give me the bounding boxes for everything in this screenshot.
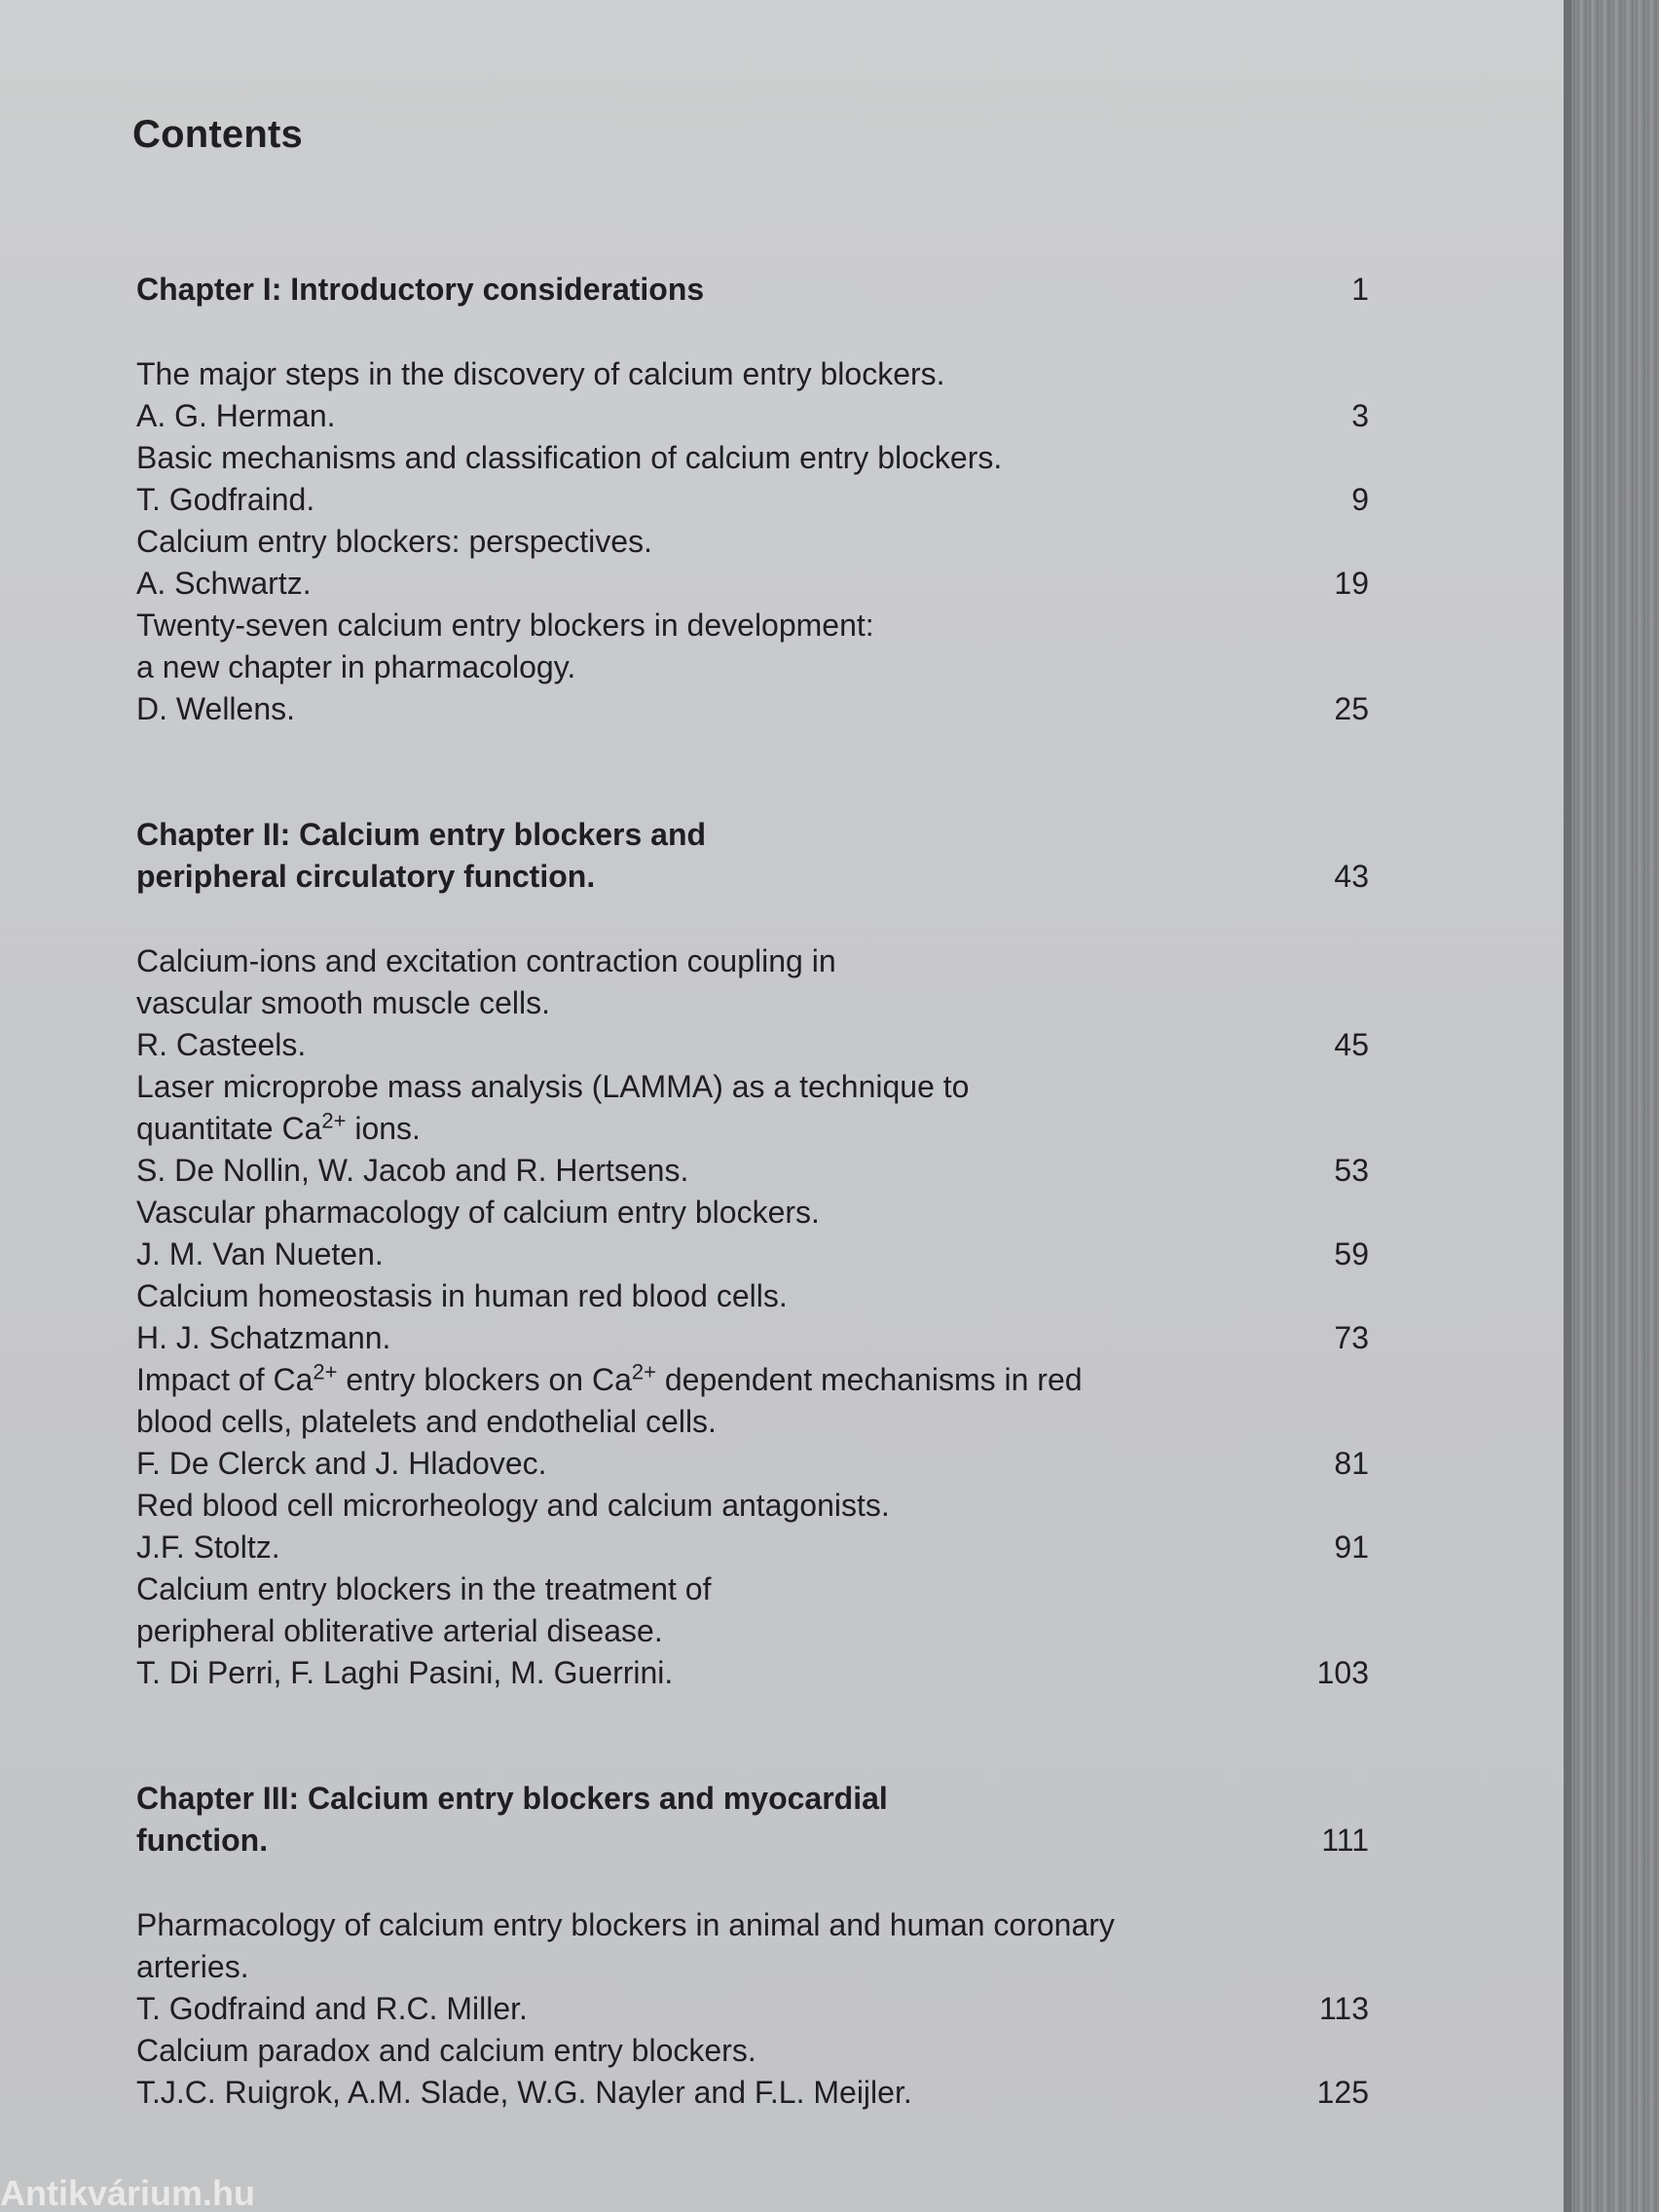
entry-title: Red blood cell microrheology and calcium antagonists.	[136, 1488, 890, 1523]
entry-page-number: 125	[1316, 2075, 1369, 2110]
entry-page-number: 91	[1334, 1530, 1369, 1565]
entry-list	[136, 940, 1369, 1694]
chapter-title: Chapter III: Calcium entry blockers and myocardial function.	[136, 1781, 888, 1858]
entry-authors: T. Godfraind.	[136, 482, 315, 517]
toc-entry	[136, 1359, 1369, 1485]
contents-heading: Contents	[132, 113, 303, 156]
entry-page-number: 9	[1351, 482, 1369, 517]
entry-list	[136, 1904, 1369, 2114]
chapter-title: Chapter I: Introductory considerations	[136, 272, 705, 307]
entry-authors: T. Godfraind and R.C. Miller.	[136, 1991, 528, 2026]
entry-page-number: 73	[1334, 1320, 1369, 1355]
chapter-page-number: 43	[1334, 859, 1369, 894]
entry-title: The major steps in the discovery of calcium entry blockers.	[136, 356, 945, 391]
entry-title: Impact of $Ca^{2+}$ entry blockers on $Ca^{2+}$ dependent mechanisms in red blood cells, platelets and endothelial cells.	[136, 1359, 1083, 1439]
entry-authors: A. Schwartz.	[136, 566, 312, 601]
entry-authors: H. J. Schatzmann.	[136, 1320, 391, 1355]
chapter-page-number: 1	[1351, 272, 1369, 307]
toc-entry	[136, 1568, 1369, 1694]
entry-authors: R. Casteels.	[136, 1027, 307, 1062]
toc-entry	[136, 1904, 1369, 2030]
entry-page-number: 25	[1334, 691, 1369, 726]
watermark: Antikvárium.hu	[0, 2173, 256, 2212]
entry-page-number: 53	[1334, 1153, 1369, 1188]
entry-title: Calcium entry blockers: perspectives.	[136, 524, 652, 559]
toc-entry	[136, 1066, 1369, 1192]
entry-page-number: 19	[1334, 566, 1369, 601]
chapter-section	[136, 269, 1369, 730]
entry-page-number: 45	[1334, 1027, 1369, 1062]
entry-title: Calcium entry blockers in the treatment of peripheral obliterative arterial disease.	[136, 1571, 712, 1648]
entry-authors: F. De Clerck and J. Hladovec.	[136, 1446, 547, 1481]
entry-page-number: 113	[1318, 1991, 1369, 2026]
entry-title: Basic mechanisms and classification of calcium entry blockers.	[136, 440, 1003, 475]
page-edge	[1564, 0, 1659, 2212]
chapter-title: Chapter II: Calcium entry blockers and peripheral circulatory function.	[136, 817, 707, 894]
entry-authors: J.F. Stoltz.	[136, 1530, 280, 1565]
entry-page-number: 103	[1316, 1655, 1369, 1690]
toc-entry	[136, 1192, 1369, 1275]
entry-list	[136, 353, 1369, 730]
entry-title: Calcium-ions and excitation contraction coupling in vascular smooth muscle cells.	[136, 943, 836, 1020]
entry-page-number: 59	[1334, 1236, 1369, 1272]
entry-authors: T.J.C. Ruigrok, A.M. Slade, W.G. Nayler and F.L. Meijler.	[136, 2075, 912, 2110]
chapter-section	[136, 814, 1369, 1694]
chapter-section	[136, 1778, 1369, 2114]
table-of-contents	[136, 269, 1369, 2114]
entry-title: Calcium paradox and calcium entry blockers.	[136, 2033, 756, 2068]
entry-title: Twenty-seven calcium entry blockers in development: a new chapter in pharmacology.	[136, 608, 874, 684]
entry-authors: D. Wellens.	[136, 691, 296, 726]
entry-page-number: 81	[1334, 1446, 1369, 1481]
toc-entry	[136, 2030, 1369, 2114]
toc-entry	[136, 1485, 1369, 1568]
toc-entry	[136, 1275, 1369, 1359]
entry-title: Calcium homeostasis in human red blood cells.	[136, 1278, 788, 1313]
entry-authors: S. De Nollin, W. Jacob and R. Hertsens.	[136, 1153, 689, 1188]
toc-entry	[136, 605, 1369, 730]
toc-entry	[136, 940, 1369, 1066]
entry-title: Vascular pharmacology of calcium entry blockers.	[136, 1195, 820, 1230]
toc-entry	[136, 521, 1369, 605]
entry-page-number: 3	[1351, 398, 1369, 433]
entry-authors: T. Di Perri, F. Laghi Pasini, M. Guerrini.	[136, 1655, 674, 1690]
entry-authors: J. M. Van Nueten.	[136, 1236, 384, 1272]
entry-title: Laser microprobe mass analysis (LAMMA) as a technique to quantitate $Ca^{2+}$ ions.	[136, 1069, 970, 1146]
entry-authors: A. G. Herman.	[136, 398, 336, 433]
toc-entry	[136, 353, 1369, 437]
entry-title: Pharmacology of calcium entry blockers in animal and human coronary arteries.	[136, 1907, 1115, 1984]
toc-entry	[136, 437, 1369, 521]
chapter-page-number: 111	[1321, 1823, 1369, 1858]
